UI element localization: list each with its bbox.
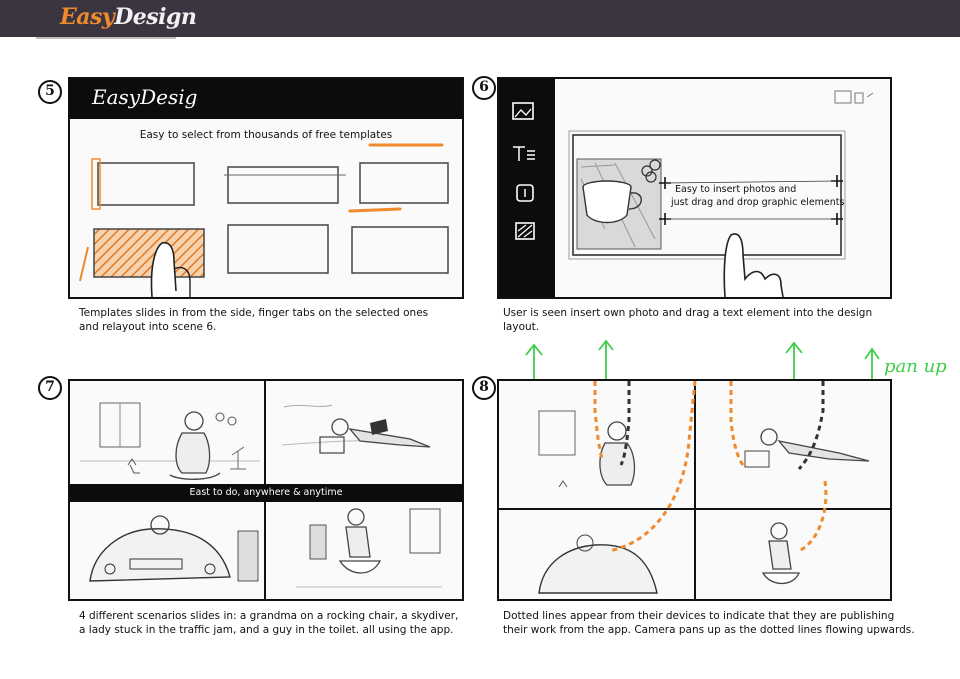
scene-7-number: 7 bbox=[38, 376, 62, 400]
top-bar bbox=[0, 0, 960, 37]
scene-6-number: 6 bbox=[472, 76, 496, 100]
photo-icon[interactable] bbox=[513, 103, 533, 119]
scene-7-caption-line2: a lady stuck in the traffic jam, and a guy in the toilet. all using the app. bbox=[79, 624, 454, 636]
scene-7-banner: East to do, anywhere & anytime bbox=[189, 487, 343, 498]
scene-5-caption-line1: Templates slides in from the side, finger tabs on the selected ones bbox=[79, 307, 429, 319]
scene-5-app-logo: EasyDesig bbox=[92, 85, 198, 109]
scene-8-sketch bbox=[499, 381, 890, 599]
frame-icon[interactable] bbox=[517, 185, 533, 201]
scene-8-panel bbox=[497, 379, 892, 601]
scene-7-panel bbox=[68, 379, 464, 601]
scene-8-caption-line2: their work from the app. Camera pans up as the dotted lines flowing upwards. bbox=[503, 624, 915, 636]
scene-8-caption-line1: Dotted lines appear from their devices to indicate that they are publishing bbox=[503, 610, 895, 622]
scene-7-caption-line1: 4 different scenarios slides in: a grandma on a rocking chair, a skydiver, bbox=[79, 610, 459, 622]
scene-6-sidebar bbox=[499, 79, 555, 297]
brand-underline bbox=[36, 37, 176, 39]
scene-6-caption bbox=[503, 306, 903, 334]
scene-5-panel bbox=[68, 77, 464, 299]
scene-5-headline: Easy to select from thousands of free templates bbox=[139, 129, 393, 141]
scene-6-overlay-text bbox=[671, 183, 844, 209]
scene-6-overlay-line2: just drag and drop graphic elements bbox=[671, 197, 845, 208]
brand-logo-part1: Easy bbox=[60, 4, 115, 30]
scene-6-sidebar-icons bbox=[499, 79, 555, 299]
scene-6-overlay-line1: Easy to insert photos and bbox=[675, 184, 797, 195]
brand-logo[interactable] bbox=[60, 4, 196, 30]
scene-8-up-arrows bbox=[510, 335, 910, 385]
brand-logo-part2: Design bbox=[114, 4, 197, 30]
scene-5-template-grid bbox=[70, 119, 462, 299]
scene-6-panel bbox=[497, 77, 892, 299]
scene-5-caption-line2: and relayout into scene 6. bbox=[79, 321, 217, 333]
scene-5-app-header bbox=[70, 79, 462, 119]
scene-6-caption-line2: layout. bbox=[503, 321, 540, 333]
scene-8-annotation: pan up bbox=[884, 356, 947, 377]
scene-6-caption-line1: User is seen insert own photo and drag a text element into the design bbox=[503, 307, 873, 319]
texture-icon[interactable] bbox=[516, 223, 534, 239]
scene-8-caption bbox=[503, 609, 923, 637]
scene-5-caption bbox=[79, 306, 469, 334]
text-tool-icon[interactable] bbox=[513, 147, 535, 161]
scene-5-number: 5 bbox=[38, 80, 62, 104]
scene-8-number: 8 bbox=[472, 376, 496, 400]
scene-7-caption bbox=[79, 609, 479, 637]
